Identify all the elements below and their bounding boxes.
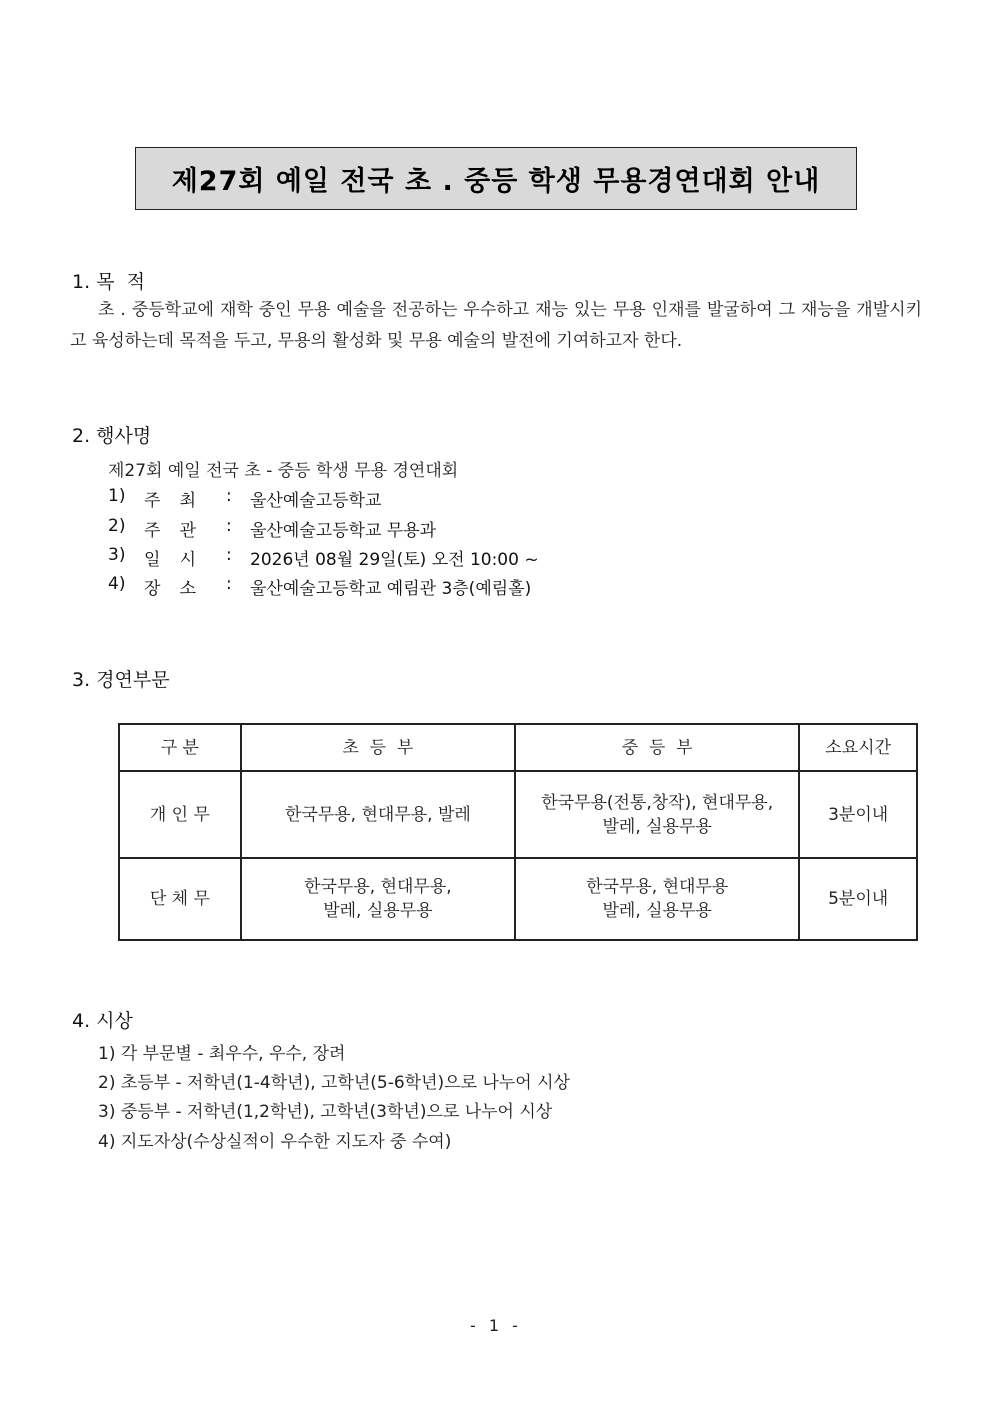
table-row xyxy=(119,858,917,940)
table-header-duration: 소요시간 xyxy=(799,724,917,771)
detail-key-2: 시 xyxy=(179,550,196,570)
detail-row-organizer: 2) 주 관 : 울산예술고등학교 무용과 xyxy=(108,516,437,541)
table-row xyxy=(119,771,917,858)
detail-key-1: 장 xyxy=(144,579,161,599)
table-cell-middle xyxy=(515,858,799,940)
award-item: 1) 각 부문별 - 최우수, 우수, 장려 xyxy=(98,1044,346,1064)
detail-row-venue: 4) 장 소 : 울산예술고등학교 예림관 3층(예림홀) xyxy=(108,574,532,599)
award-item: 3) 중등부 - 저학년(1,2학년), 고학년(3학년)으로 나누어 시상 xyxy=(98,1102,553,1122)
table-cell-elementary xyxy=(241,858,515,940)
document-title-box xyxy=(135,147,857,210)
section4-heading: 4. 시상 xyxy=(72,1010,133,1032)
award-item: 2) 초등부 - 저학년(1-4학년), 고학년(5-6학년)으로 나누어 시상 xyxy=(98,1073,570,1093)
detail-key-2: 관 xyxy=(179,521,196,541)
section1-body-text: 초 . 중등학교에 재학 중인 무용 예술을 전공하는 우수하고 재능 있는 무용 인재를 발굴하여 그 재능을 개발시키고 육성하는데 목적을 두고, 무용의 활성화 및 무용 예술의 발전에 기여하고자 한다. xyxy=(70,300,922,351)
section1-body xyxy=(70,295,922,357)
detail-row-host: 1) 주 최 : 울산예술고등학교 xyxy=(108,486,382,511)
detail-key-1: 일 xyxy=(144,550,161,570)
detail-value: 2026년 08월 29일(토) 오전 10:00 ~ xyxy=(250,550,539,570)
table-header-elementary: 초 등 부 xyxy=(241,724,515,771)
detail-num: 3) xyxy=(108,545,126,565)
cell-line: 한국무용, 현대무용 xyxy=(586,877,729,897)
competition-table xyxy=(118,723,918,941)
section3-heading: 3. 경연부문 xyxy=(72,669,170,691)
event-name: 제27회 예일 전국 초 - 중등 학생 무용 경연대회 xyxy=(108,461,459,481)
cell-line: 발레, 실용무용 xyxy=(602,816,712,837)
detail-value: 울산예술고등학교 xyxy=(250,491,382,511)
table-cell-duration: 3분이내 xyxy=(799,771,917,858)
table-cell-duration: 5분이내 xyxy=(799,858,917,940)
cell-line: 한국무용, 현대무용, xyxy=(304,877,452,897)
detail-num: 2) xyxy=(108,516,126,536)
document-title: 제27회 예일 전국 초 . 중등 학생 무용경연대회 안내 xyxy=(171,166,821,197)
page-number: - 1 - xyxy=(470,1316,522,1335)
detail-value: 울산예술고등학교 무용과 xyxy=(250,521,437,541)
table-cell-category: 단 체 무 xyxy=(119,858,241,940)
section2-heading: 2. 행사명 xyxy=(72,425,152,447)
cell-line: 발레, 실용무용 xyxy=(602,901,712,921)
detail-num: 1) xyxy=(108,486,126,506)
detail-key-1: 주 xyxy=(144,521,161,541)
detail-key-2: 소 xyxy=(179,579,196,599)
table-header-category: 구 분 xyxy=(119,724,241,771)
table-header-middle: 중 등 부 xyxy=(515,724,799,771)
table-cell-elementary xyxy=(241,771,515,858)
table-cell-middle xyxy=(515,771,799,858)
section1-heading: 1. 목 적 xyxy=(72,271,145,293)
detail-key-2: 최 xyxy=(179,491,196,511)
detail-key-1: 주 xyxy=(144,491,161,511)
cell-line: 한국무용, 현대무용, 발레 xyxy=(284,804,471,825)
cell-line: 발레, 실용무용 xyxy=(323,901,433,921)
detail-value: 울산예술고등학교 예림관 3층(예림홀) xyxy=(250,579,532,599)
table-cell-category: 개 인 무 xyxy=(119,771,241,858)
award-item: 4) 지도자상(수상실적이 우수한 지도자 중 수여) xyxy=(98,1132,452,1152)
detail-row-datetime: 3) 일 시 : 2026년 08월 29일(토) 오전 10:00 ~ xyxy=(108,545,539,570)
detail-num: 4) xyxy=(108,574,126,594)
cell-line: 한국무용(전통,창작), 현대무용, xyxy=(541,792,774,813)
